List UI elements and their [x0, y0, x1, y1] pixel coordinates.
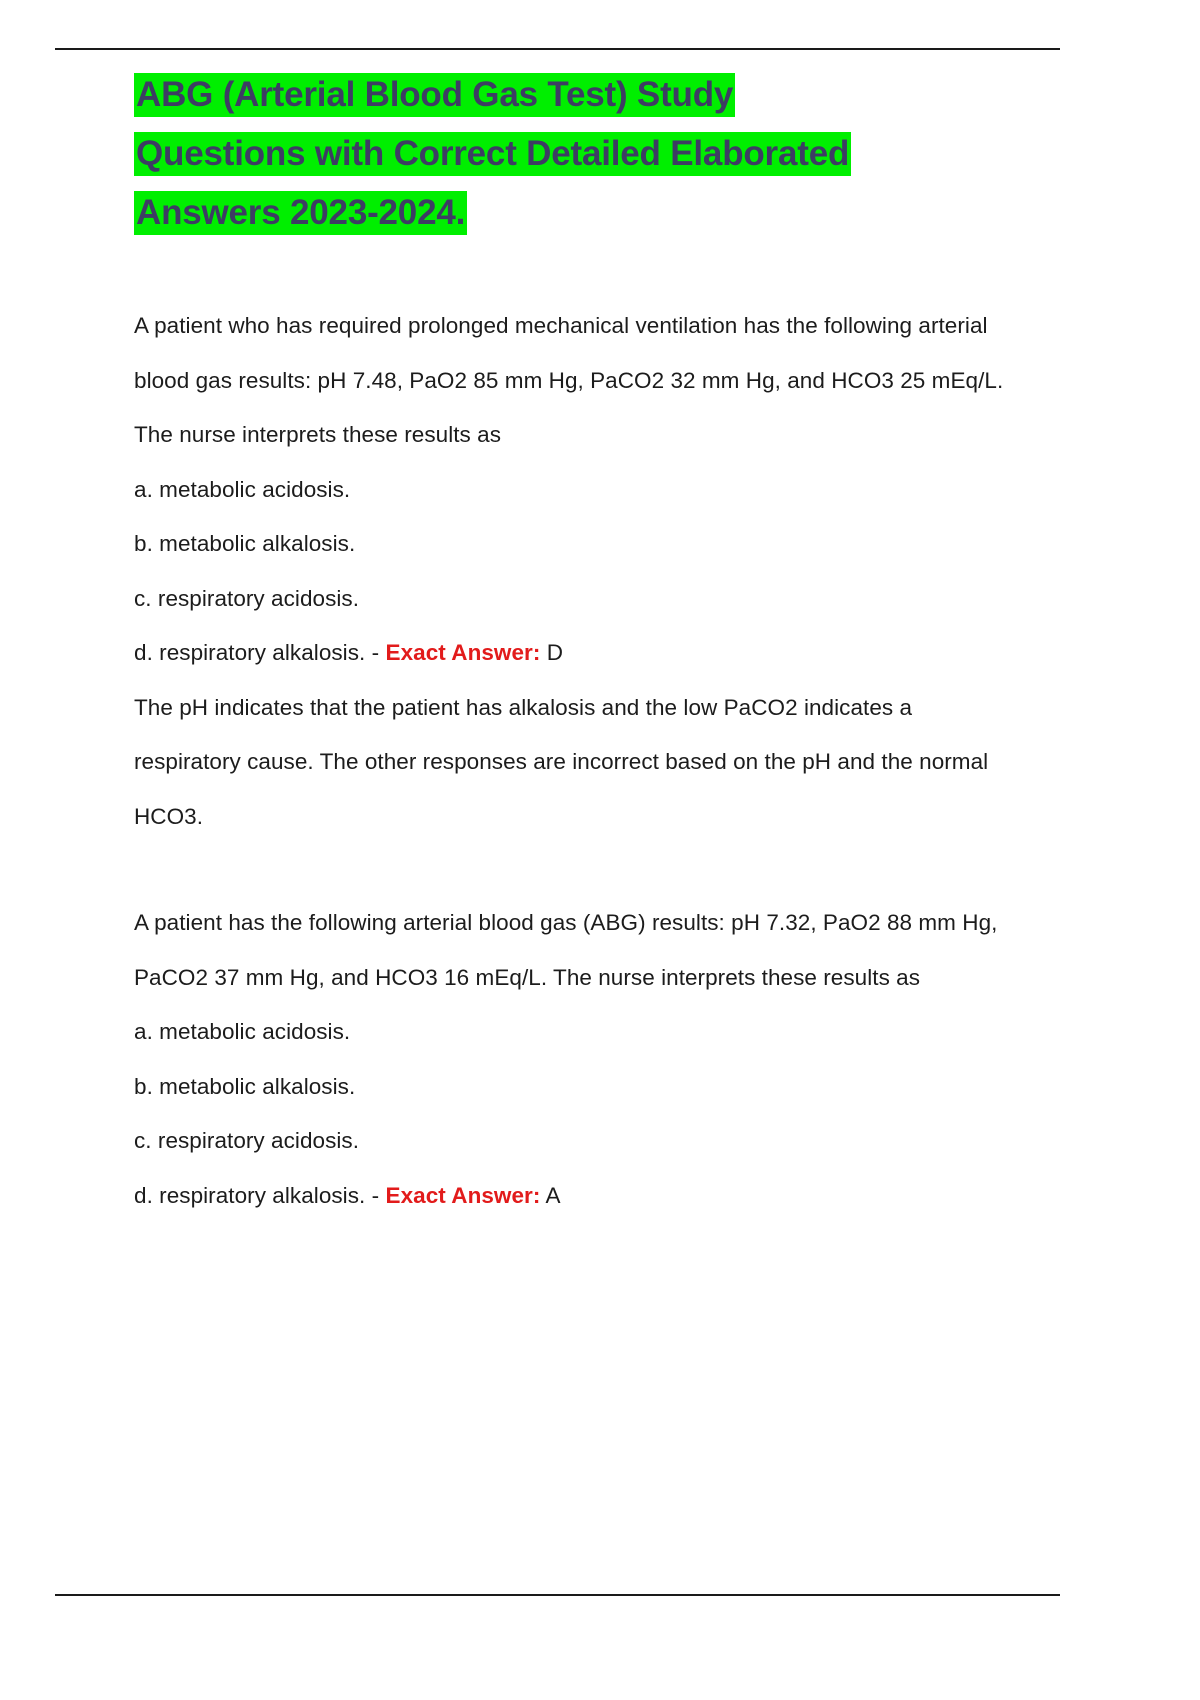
option-d-with-answer[interactable]	[134, 626, 1034, 681]
title-line-2: Questions with Correct Detailed Elaborated	[134, 132, 851, 176]
question-block	[134, 299, 1034, 844]
exact-answer-label: Exact Answer:	[385, 640, 541, 666]
exact-answer-value: A	[545, 1182, 561, 1208]
option-d-label: d. respiratory alkalosis.	[134, 640, 366, 666]
title-line-3: Answers 2023-2024.	[134, 191, 467, 235]
option-b[interactable]: b. metabolic alkalosis.	[134, 1073, 356, 1099]
option-a[interactable]: a. metabolic acidosis.	[134, 1019, 351, 1045]
page-top-rule	[55, 48, 1060, 50]
answer-explanation: The pH indicates that the patient has alkalosis and the low PaCO2 indicates a respiratory cause. The other responses are incorrect based on the pH and the normal HCO3.	[134, 694, 989, 829]
option-c[interactable]: c. respiratory acidosis.	[134, 585, 360, 611]
title-line-1: ABG (Arterial Blood Gas Test) Study	[134, 73, 735, 117]
document-content	[134, 66, 1034, 1223]
option-d-label: d. respiratory alkalosis.	[134, 1182, 366, 1208]
page-title	[134, 66, 1014, 242]
option-c[interactable]: c. respiratory acidosis.	[134, 1128, 360, 1154]
option-b[interactable]: b. metabolic alkalosis.	[134, 531, 356, 557]
answer-separator: -	[371, 1182, 380, 1208]
option-a[interactable]: a. metabolic acidosis.	[134, 476, 351, 502]
title-spacer	[134, 242, 1034, 299]
option-d-with-answer[interactable]	[134, 1169, 1034, 1224]
page-bottom-rule	[55, 1594, 1060, 1596]
question-stem: A patient has the following arterial blood gas (ABG) results: pH 7.32, PaO2 88 mm Hg, PaCO2 37 mm Hg, and HCO3 16 mEq/L. The nurse interprets these results as	[134, 910, 998, 990]
exact-answer-label: Exact Answer:	[385, 1182, 541, 1208]
block-spacer	[134, 844, 1034, 896]
answer-separator: -	[371, 640, 380, 666]
question-stem: A patient who has required prolonged mechanical ventilation has the following arterial blood gas results: pH 7.48, PaO2 85 mm Hg, PaCO2 32 mm Hg, and HCO3 25 mEq/L. The nurse interprets these results as	[134, 313, 1004, 448]
exact-answer-value: D	[546, 640, 564, 666]
question-block	[134, 896, 1034, 1223]
